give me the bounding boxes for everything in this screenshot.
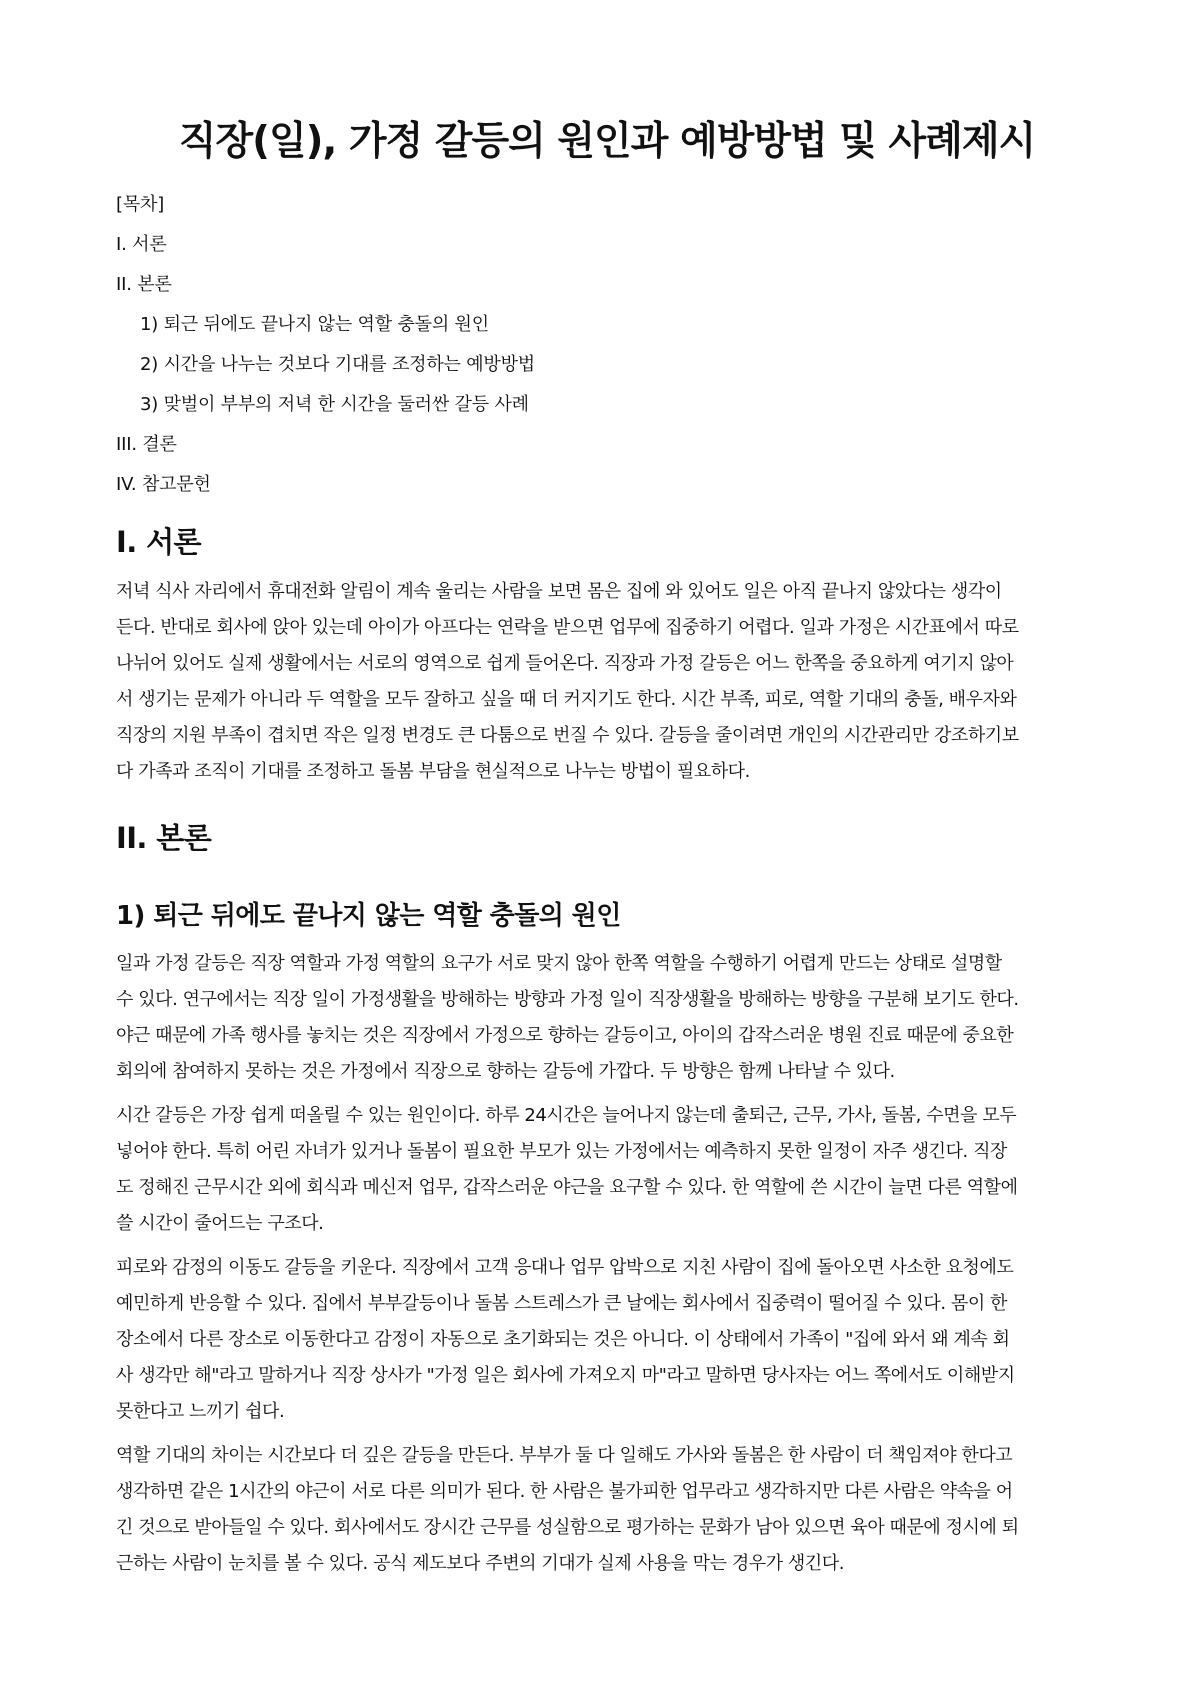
- document-title: 직장(일), 가정 갈등의 원인과 예방방법 및 사례제시: [178, 119, 1036, 164]
- table-of-contents: [116, 192, 1098, 497]
- paragraph-line: 나뉘어 있어도 실제 생활에서는 서로의 영역으로 쉽게 들어온다. 직장과 가정 갈등은 어느 한쪽을 중요하게 여기지 않아: [116, 653, 1014, 674]
- paragraph-line: 저녁 식사 자리에서 휴대전화 알림이 계속 울리는 사람을 보면 몸은 집에 와 있어도 일은 아직 끝나지 않았다는 생각이: [116, 581, 1002, 602]
- paragraph-line: 일과 가정 갈등은 직장 역할과 가정 역할의 요구가 서로 맞지 않아 한쪽 역할을 수행하기 어렵게 만드는 상태로 설명할: [116, 953, 1002, 974]
- body-paragraph-2: [116, 1098, 1098, 1242]
- body-paragraph-4: [116, 1438, 1098, 1582]
- toc-heading: [목차]: [116, 194, 165, 215]
- paragraph-line: 직장의 지원 부족이 겹치면 작은 일정 변경도 큰 다툼으로 번질 수 있다. 갈등을 줄이려면 개인의 시간관리만 강조하기보: [116, 725, 1019, 746]
- toc-item-body: II. 본론: [116, 274, 172, 295]
- paragraph-line: 못한다고 느끼기 쉽다.: [116, 1401, 285, 1422]
- paragraph-line: 역할 기대의 차이는 시간보다 더 깊은 갈등을 만든다. 부부가 둘 다 일해도 가사와 돌봄은 한 사람이 더 책임져야 한다고: [116, 1445, 1013, 1466]
- toc-item-conclusion: III. 결론: [116, 434, 177, 455]
- subsection-1: [116, 898, 1098, 1582]
- paragraph-line: 근하는 사람이 눈치를 볼 수 있다. 공식 제도보다 주변의 기대가 실제 사용을 막는 경우가 생긴다.: [116, 1553, 844, 1574]
- paragraph-line: 야근 때문에 가족 행사를 놓치는 것은 직장에서 가정으로 향하는 갈등이고, 아이의 갑작스러운 병원 진료 때문에 중요한: [116, 1025, 1014, 1046]
- paragraph-line: 서 생기는 문제가 아니라 두 역할을 모두 잘하고 싶을 때 더 커지기도 한다. 시간 부족, 피로, 역할 기대의 충돌, 배우자와: [116, 689, 1017, 710]
- section-heading-intro: I. 서론: [116, 525, 201, 559]
- paragraph-line: 피로와 감정의 이동도 갈등을 키운다. 직장에서 고객 응대나 업무 압박으로 지친 사람이 집에 돌아오면 사소한 요청에도: [116, 1257, 1014, 1278]
- paragraph-line: 도 정해진 근무시간 외에 회식과 메신저 업무, 갑작스러운 야근을 요구할 수 있다. 한 역할에 쓴 시간이 늘면 다른 역할에: [116, 1177, 1018, 1198]
- section-heading-body: II. 본론: [116, 821, 212, 855]
- section-intro: [116, 522, 1098, 790]
- paragraph-line: 넣어야 한다. 특히 어린 자녀가 있거나 돌봄이 필요한 부모가 있는 가정에서는 예측하지 못한 일정이 자주 생긴다. 직장: [116, 1141, 1007, 1162]
- body-paragraph-3: [116, 1250, 1098, 1430]
- toc-item-references: IV. 참고문헌: [116, 474, 211, 495]
- paragraph-line: 다 가족과 조직이 기대를 조정하고 돌봄 부담을 현실적으로 나누는 방법이 필요하다.: [116, 761, 750, 782]
- toc-item-body-1: 1) 퇴근 뒤에도 끝나지 않는 역할 충돌의 원인: [140, 314, 489, 335]
- paragraph-line: 사 생각만 해"라고 말하거나 직장 상사가 "가정 일은 회사에 가져오지 마"라고 말하면 당사자는 어느 쪽에서도 이해받지: [116, 1365, 1015, 1386]
- section-body: [116, 818, 1098, 1582]
- intro-paragraph: [116, 574, 1098, 790]
- paragraph-line: 쓸 시간이 줄어드는 구조다.: [116, 1213, 324, 1234]
- body-paragraph-1: [116, 946, 1098, 1090]
- paragraph-line: 생각하면 같은 1시간의 야근이 서로 다른 의미가 된다. 한 사람은 불가피한 업무라고 생각하지만 다른 사람은 약속을 어: [116, 1481, 1013, 1502]
- paragraph-line: 긴 것으로 받아들일 수 있다. 회사에서도 장시간 근무를 성실함으로 평가하는 문화가 남아 있으면 육아 때문에 정시에 퇴: [116, 1517, 1019, 1538]
- paragraph-line: 장소에서 다른 장소로 이동한다고 감정이 자동으로 초기화되는 것은 아니다. 이 상태에서 가족이 "집에 와서 왜 계속 회: [116, 1329, 1010, 1350]
- toc-item-intro: I. 서론: [116, 234, 167, 255]
- paragraph-line: 회의에 참여하지 못하는 것은 가정에서 직장으로 향하는 갈등에 가깝다. 두 방향은 함께 나타날 수 있다.: [116, 1061, 895, 1082]
- toc-item-body-2: 2) 시간을 나누는 것보다 기대를 조정하는 예방방법: [140, 354, 535, 375]
- paragraph-line: 든다. 반대로 회사에 앉아 있는데 아이가 아프다는 연락을 받으면 업무에 집중하기 어렵다. 일과 가정은 시간표에서 따로: [116, 617, 1019, 638]
- toc-item-body-3: 3) 맞벌이 부부의 저녁 한 시간을 둘러싼 갈등 사례: [140, 394, 529, 415]
- paragraph-line: 예민하게 반응할 수 있다. 집에서 부부갈등이나 돌봄 스트레스가 큰 날에는 회사에서 집중력이 떨어질 수 있다. 몸이 한: [116, 1293, 1007, 1314]
- paragraph-line: 시간 갈등은 가장 쉽게 떠올릴 수 있는 원인이다. 하루 24시간은 늘어나지 않는데 출퇴근, 근무, 가사, 돌봄, 수면을 모두: [116, 1105, 1017, 1126]
- subsection-heading-1: 1) 퇴근 뒤에도 끝나지 않는 역할 충돌의 원인: [116, 901, 621, 931]
- paragraph-line: 수 있다. 연구에서는 직장 일이 가정생활을 방해하는 방향과 가정 일이 직장생활을 방해하는 방향을 구분해 보기도 한다.: [116, 989, 1019, 1010]
